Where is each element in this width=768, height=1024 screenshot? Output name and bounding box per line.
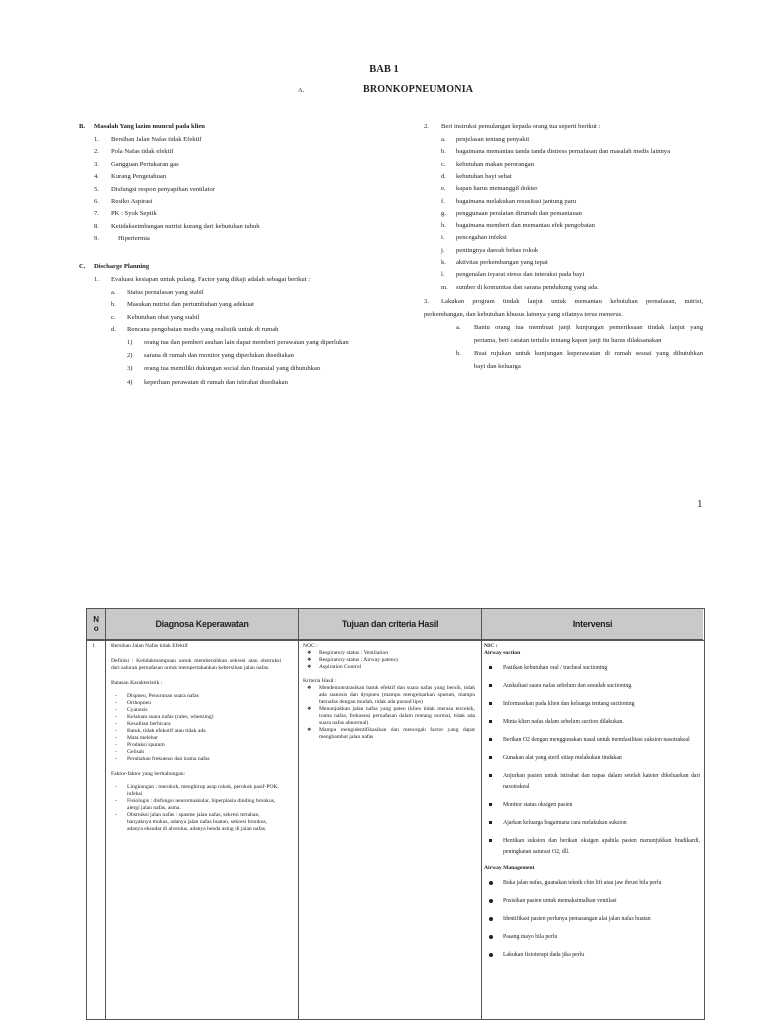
section-c-title: Discharge Planning [94, 263, 150, 270]
nic-title: NIC : [484, 643, 498, 649]
batasan-item: - Dispneu, Penurunan suara nafas [111, 693, 281, 700]
airway-mgmt-item: Buka jalan nafas, guanakan teknik chin lift atau jaw thrust bila perlu [484, 878, 700, 889]
batasan-item: - Batuk, tidak efekotif atau tidak ada [111, 728, 281, 735]
kriteria-item: ❖ Menunjukkan jalan nafas yang paten (klien tidak merasa tercekik, irama nafas, frekuensi pernafasan dalam rentang normal, tidak ada suara nafas abnormal) [303, 706, 475, 727]
b-item-num: 2. [94, 148, 99, 156]
b-item-num: 8. [94, 222, 99, 230]
airway-suction-item: Berikan O2 dengan menggunakan nasal untuk memfasilitasi suksion nasotrakeal [484, 735, 700, 746]
c-d-item-text: orang tua dan pemberi asuhan lain dapat memberi perawatan yang diperlukan [144, 339, 349, 346]
r-item2-text: Beri instruksi pemulangan kepada orang tua seperti berikut : [441, 123, 601, 130]
r-sub-text: pengenalan isyarat stress dan interaksi pada bayi [456, 271, 585, 279]
r-sub-label: f. [441, 197, 445, 205]
airway-suction-title: Airway suction [484, 650, 521, 656]
batasan-item: - Kelainan suara nafas (rales, wheezing) [111, 714, 281, 721]
b-item-text: Pola Nafas tidak efektif [111, 148, 174, 156]
c-d-item-num: 4) [127, 378, 133, 386]
c-d-item-num: 2) [127, 352, 133, 360]
airway-mgmt-item: Pasang mayo bila perlu [484, 932, 700, 943]
r-sub-label: l. [441, 271, 445, 279]
faktor-item: - Lingkungan : merokok, menghirup asap rokok, perokok pasif-POK, infeksi [111, 784, 281, 798]
c-sub-label: b. [111, 301, 116, 309]
r-sub-text: aktivitas perkembangan yang tepat [456, 259, 548, 266]
header-no [87, 609, 105, 639]
noc-title: NOC : [303, 643, 318, 649]
r-sub-text: pencegahan infeksi [456, 234, 507, 242]
b-item-num: 3. [94, 160, 99, 168]
r-item3-num: 3. [424, 298, 429, 305]
batasan-item: - Orthopneu [111, 700, 281, 707]
diag-definisi: Definisi : Ketidakmampuan untuk membersihkan sekresi atau obstruksi dari saluran pernafasan untuk mempertahankan kebersihan jalan nafas. [111, 658, 281, 671]
r-sub-label: b. [441, 148, 446, 156]
kriteria-item: ❖ Mendemonstrasikan batuk efektif dan suara nafas yang bersih, tidak ada sianosis dan dyspneu (mampu mengeluarkan sputum, mampu bernafas dengan mudah, tidak ada pursed lips) [303, 685, 475, 706]
chapter-title: BAB 1 [369, 64, 399, 75]
noc-item: ❖ Respiratory status : Ventilation [303, 650, 475, 657]
r-item2-num: 2. [424, 123, 429, 130]
c-item1-num: 1. [94, 276, 99, 283]
noc-item: ❖ Respiratory status : Airway patency [303, 657, 475, 664]
kriteria-item: ❖ Mampu mengidentifikasikan dan mencegah factor yang dapat menghambat jalan nafas [303, 727, 475, 741]
r-item3-a-line2: pertama, beri catatan tertulis tentang kapan janji itu harus dilaksanakan [474, 337, 662, 344]
r-sub-text: penjelasan tentang penyakit [456, 136, 530, 143]
r-item3-b-line2: bayi dan keluarga [474, 363, 521, 370]
r-item3-a-line1: Bantu orang tua membuat janji kunjungan pemeriksaan tindak lanjut yang [474, 324, 703, 331]
section-b-letter: B. [79, 123, 86, 130]
c-item1-text: Evaluasi kesiapan untuk pulang. Factor yang dikaji adalah sebagai berikut : [111, 276, 311, 283]
row1-number: 1 [92, 643, 95, 649]
airway-suction-item: Monitor status oksigen pasien [484, 800, 700, 811]
airway-mgmt-item: Posisikan pasien untuk memaksimalkan ventilasi [484, 896, 700, 907]
c-sub-label: a. [111, 289, 116, 296]
b-item-text: Hipertermia [118, 235, 150, 243]
faktor-item: - Fisiologis : disfungsi neuromuskular, hiperplasia dinding bronkus, alergi jalan nafas, asma. [111, 798, 281, 812]
c-d-item-text: sarana di rumah dan monitor yang diperlukan disediakan [144, 352, 294, 360]
b-item-num: 5. [94, 185, 99, 193]
c-sub-text: Rencana pengobatan medis yang realistik untuk di rumah [127, 326, 279, 334]
airway-mgmt-item: Identifikasi pasien perlunya pemasangan alat jalan nafas buatan [484, 914, 700, 925]
r-sub-text: pentingnya daerah bebas rokok [456, 246, 539, 254]
b-item-num: 4. [94, 173, 99, 181]
kriteria-list [303, 685, 475, 741]
r-sub-text: kebutuhan makan perorangan [456, 160, 534, 168]
c-sub-label: d. [111, 326, 116, 334]
batasan-title: Batasan Karakteristik : [111, 680, 163, 686]
c-d-item-text: orang tua memiliki dukungan social dan finansial yang dibutuhkan [144, 365, 321, 373]
r-sub-text: bagaimana memantau tanda tanda distress pernafasan dan masalah medis lainnya [456, 148, 671, 156]
airway-suction-item: Gunakan alat yang steril sitiap melakukan tindakan [484, 753, 700, 764]
r-sub-text: penggunaan peralatan dirumah dan pemantauan [456, 209, 582, 217]
b-item-text: Gangguan Pertukaran gas [111, 160, 179, 168]
r-sub-label: d. [441, 172, 446, 180]
r-sub-label: k. [441, 259, 446, 266]
intervensi-cell [484, 643, 700, 968]
header-divider [87, 640, 704, 641]
header-no-bottom: o [93, 624, 99, 633]
batasan-item: - Cyanosis [111, 707, 281, 714]
airway-suction-item: Ajarkan keluarga bagaimana cara melakukan suksion [484, 818, 700, 829]
batasan-item: - Perubahan frekuensi dan irama nafas [111, 756, 281, 763]
r-item3-line2: perkembangan, dan kebutuhan khusus lainnya yang sifatnya terus menerus. [424, 311, 623, 318]
kriteria-title: Kriteria Hasil : [303, 678, 337, 684]
r-sub-text: sumber di komunitas dan sarana pendukung yang ada. [456, 283, 599, 291]
header-tujuan: Tujuan dan criteria Hasil [341, 619, 439, 629]
airway-suction-item: Minta klien nafas dalam sebelum suction dilakukan. [484, 717, 700, 728]
airway-suction-item: Hentikan suksion dan berikan oksigen apabila pasien menunjukkan bradikardi, peningkatan saturasi O2, dll. [484, 836, 700, 858]
r-sub-text: bagaimana memberi dan memantau efek pengobatan [456, 222, 595, 230]
batasan-item: - Kesulitan berbicara [111, 721, 281, 728]
batasan-list [111, 693, 281, 763]
airway-mgmt-title: Airway Management [484, 865, 535, 871]
section-c-letter: C. [79, 263, 86, 270]
section-a-letter: A. [298, 87, 305, 94]
col-divider-1 [105, 609, 106, 1019]
b-item-num: 1. [94, 136, 99, 143]
c-d-item-num: 3) [127, 365, 133, 373]
b-item-text: Ketidakseimbangan nutrisi kurang dari kebutuhan tubuh [111, 222, 260, 230]
header-no-top: N [93, 615, 99, 624]
faktor-list [111, 784, 281, 833]
c-sub-text: Kebutuhan obat yang stabil [127, 313, 200, 321]
batasan-item: - Gelisah [111, 749, 281, 756]
r-sub-text: kebutuhan bayi sehat [456, 172, 512, 180]
diagnosa-cell [111, 643, 281, 833]
c-d-item-num: 1) [127, 339, 133, 346]
r-item3-b-label: b. [456, 350, 461, 357]
b-item-num: 9. [94, 235, 99, 243]
faktor-title: Faktor-faktor yang berhubungan: [111, 771, 186, 777]
c-d-item-text: keperluan perawatan di rumah dan istirahat disediakan [144, 378, 288, 386]
b-item-text: Resiko Aspirasi [111, 198, 153, 205]
page-number: 1 [697, 498, 703, 510]
r-sub-label: h. [441, 222, 446, 230]
b-item-text: PK : Syok Septik [111, 210, 157, 218]
airway-suction-list [484, 663, 700, 858]
batasan-item: - Mata melebar [111, 735, 281, 742]
b-item-text: Disfungsi respon penyapihan ventilator [111, 185, 215, 193]
noc-list [303, 650, 475, 671]
r-item3-a-label: a. [456, 324, 461, 331]
noc-item: ❖ Aspiration Control [303, 664, 475, 671]
c-sub-label: c. [111, 313, 116, 321]
faktor-item: - Obstruksi jalan nafas : spasme jalan nafas, sekresi tertahan, banyaknya mukus, adanya jalan nafas buatan, sekresi bronkus, adanya eksudat di alveolus, adanya benda asing di jalan nafas. [111, 812, 281, 833]
tujuan-cell [303, 643, 475, 741]
r-item3-b-line1: Buat rujukan untuk kunjungan keperawatan di rumah sesuai yang dibutuhkan [474, 350, 703, 357]
airway-suction-item: Auskultasi suara nafas sebelum dan sesudah suctioning. [484, 681, 700, 692]
col-divider-3 [481, 609, 482, 1019]
b-item-text: Bersihan Jalan Nafas tidak Efektif [111, 136, 202, 143]
b-item-text: Kurang Pengetahuan [111, 173, 167, 181]
airway-suction-item: Informasikan pada klien dan keluarga tentang suctioning [484, 699, 700, 710]
c-sub-text: Masukan nutrisi dan pertumbuhan yang adekuat [127, 301, 254, 309]
header-diagnosa: Diagnosa Keperawatan [155, 619, 249, 629]
col-divider-2 [298, 609, 299, 1019]
r-sub-label: e. [441, 185, 446, 193]
c-sub-text: Status pernafasan yang stabil [127, 289, 204, 296]
r-sub-label: a. [441, 136, 446, 143]
b-item-num: 6. [94, 198, 99, 205]
nursing-care-table [86, 608, 705, 1020]
airway-suction-item: Anjurkan pasien untuk istirahat dan napas dalam setelah kateter dikeluarkan dari nasotrakeal [484, 771, 700, 793]
r-item3-line1: Lakukan program tindak lanjut untuk memantau kebutuhan pernafasan, nutrisi, [441, 298, 703, 305]
airway-suction-item: Pastikan kebutuhan oral / tracheal suctioning [484, 663, 700, 674]
header-intervensi: Intervensi [572, 619, 613, 629]
r-sub-label: g. [441, 209, 446, 217]
airway-mgmt-item: Lakukan fisioterapi dada jika perlu [484, 950, 700, 961]
section-b-title: Masalah Yang lazim muncul pada klien [94, 123, 205, 130]
r-sub-label: j. [441, 246, 445, 254]
airway-mgmt-list [484, 878, 700, 961]
batasan-item: - Produksi sputum [111, 742, 281, 749]
diag-title: Bersihan Jalan Nafas tidak Efektif [111, 643, 188, 649]
r-sub-label: m. [441, 283, 448, 291]
section-a-title: BRONKOPNEUMONIA [363, 84, 474, 95]
r-sub-text: kapan harus memanggil dokter [456, 185, 538, 193]
b-item-num: 7. [94, 210, 99, 218]
r-sub-text: bagaimana melakukan resusitasi jantung paru [456, 197, 577, 205]
r-sub-label: i. [441, 234, 445, 242]
r-sub-label: c. [441, 160, 446, 168]
